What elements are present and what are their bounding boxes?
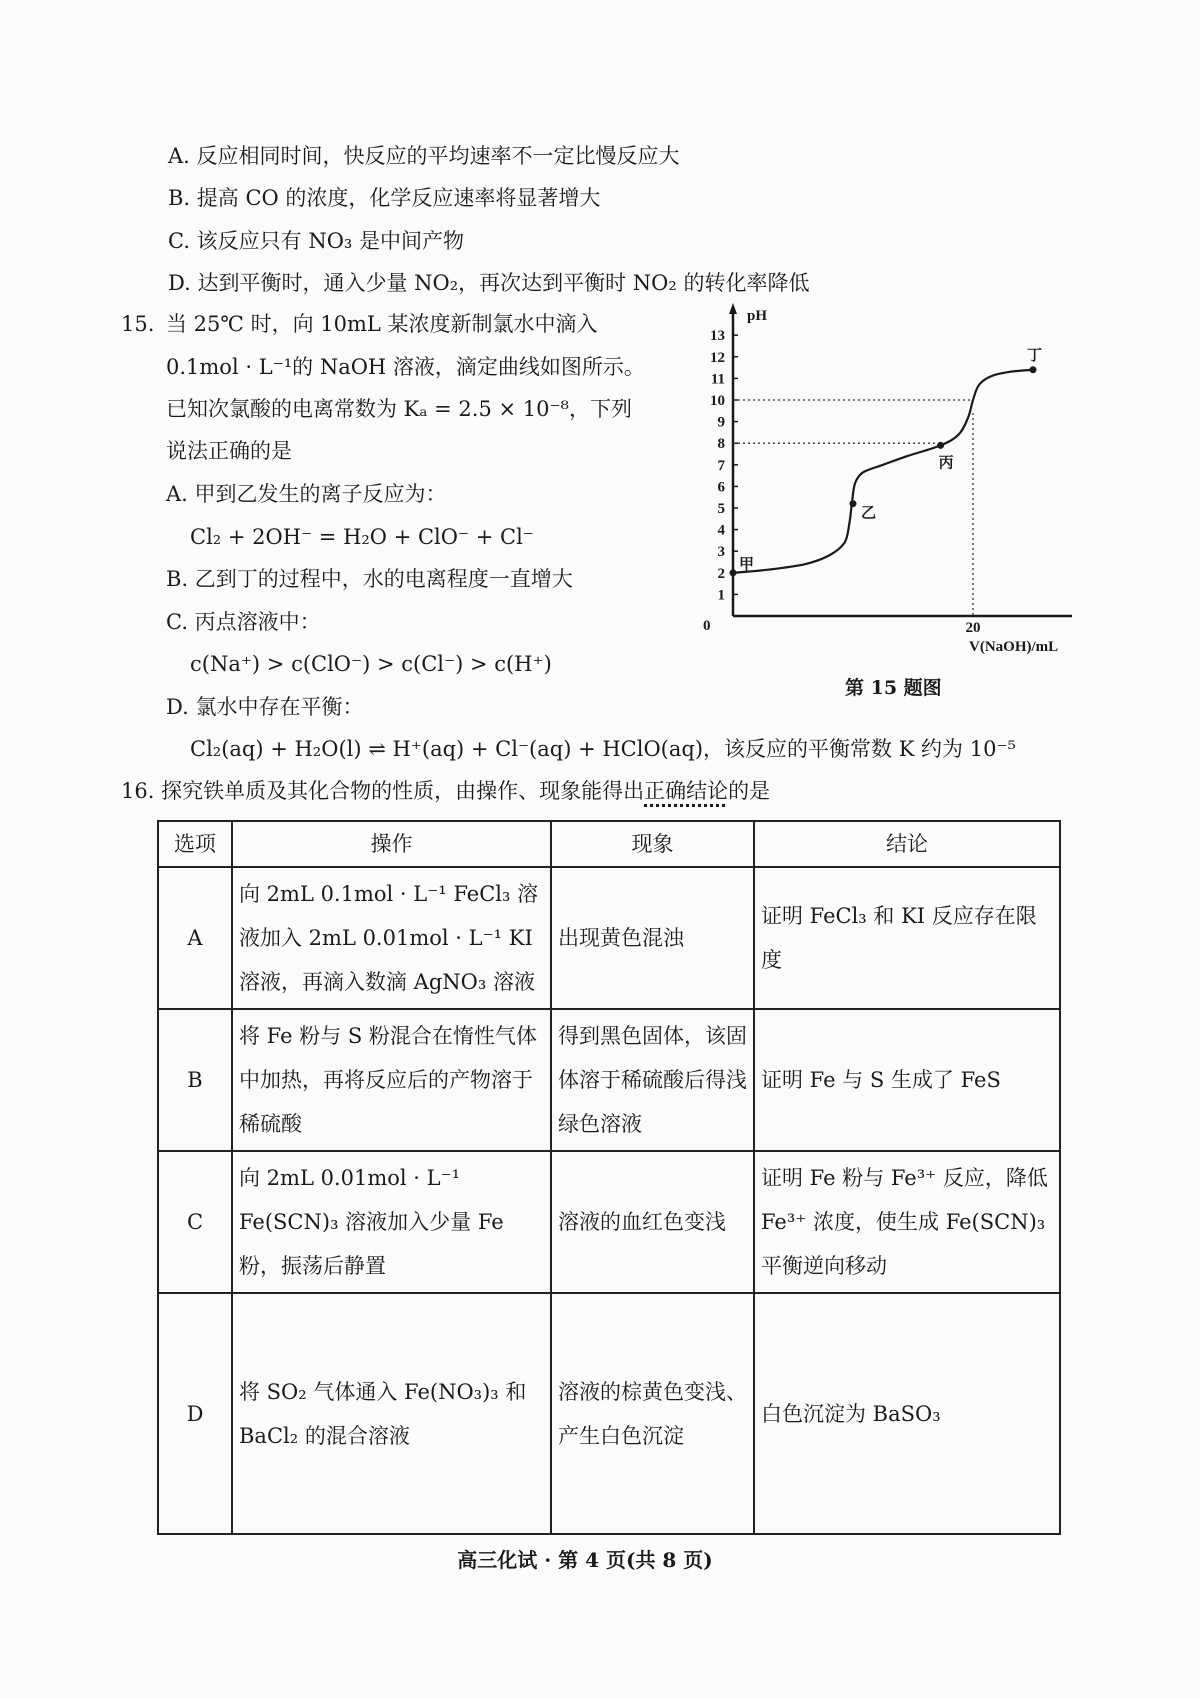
table-header-row xyxy=(158,821,1060,867)
x-axis-label: V(NaOH)/mL xyxy=(969,639,1059,655)
y-axis-label: pH xyxy=(747,308,768,324)
point-丁 xyxy=(1030,366,1037,373)
row-operation: 将 Fe 粉与 S 粉混合在惰性气体中加热，再将反应后的产物溶于稀硫酸 xyxy=(232,1009,551,1151)
header-conclusion: 结论 xyxy=(754,821,1060,867)
table-row xyxy=(158,1009,1060,1151)
q14-option-d: D. 达到平衡时，通入少量 NO₂，再次达到平衡时 NO₂ 的转化率降低 xyxy=(168,271,810,295)
row-conclusion: 白色沉淀为 BaSO₃ xyxy=(754,1293,1060,1534)
y-tick-label: 1 xyxy=(717,587,725,604)
q16-table xyxy=(157,820,1061,1535)
row-phenomenon: 出现黄色混浊 xyxy=(551,867,754,1009)
q14-option-b: B. 提高 CO 的浓度，化学反应速率将显著增大 xyxy=(168,186,601,210)
q16-stem-emphasis: 正确结论 xyxy=(644,779,729,803)
table-row xyxy=(158,867,1060,1009)
row-operation: 向 2mL 0.1mol · L⁻¹ FeCl₃ 溶液加入 2mL 0.01mol · L⁻¹ KI 溶液，再滴入数滴 AgNO₃ 溶液 xyxy=(232,867,551,1009)
row-conclusion: 证明 FeCl₃ 和 KI 反应存在限度 xyxy=(754,867,1060,1009)
q14-option-c: C. 该反应只有 NO₃ 是中间产物 xyxy=(168,229,465,253)
y-tick-label: 6 xyxy=(717,479,725,496)
titration-chart xyxy=(700,300,1080,660)
row-conclusion: 证明 Fe 与 S 生成了 FeS xyxy=(754,1009,1060,1151)
y-tick-label: 13 xyxy=(710,328,725,345)
row-conclusion: 证明 Fe 粉与 Fe³⁺ 反应，降低 Fe³⁺ 浓度，使生成 Fe(SCN)₃ 平衡逆向移动 xyxy=(754,1151,1060,1293)
q15-option-b: B. 乙到丁的过程中，水的电离程度一直增大 xyxy=(166,567,573,591)
y-tick-label: 10 xyxy=(710,393,725,409)
row-operation: 向 2mL 0.01mol · L⁻¹ Fe(SCN)₃ 溶液加入少量 Fe 粉，振荡后静置 xyxy=(232,1151,551,1293)
q16-stem-pre: 探究铁单质及其化合物的性质，由操作、现象能得出 xyxy=(161,779,645,803)
q15-stem-line: 说法正确的是 xyxy=(166,439,292,463)
point-乙 xyxy=(850,500,857,507)
y-tick-label: 12 xyxy=(710,349,725,366)
header-option: 选项 xyxy=(158,821,232,867)
q15-option-c: C. 丙点溶液中： xyxy=(166,610,321,634)
q16-stem-post: 的是 xyxy=(728,779,771,803)
q15-number: 15. xyxy=(121,312,155,336)
point-丙 xyxy=(937,442,944,449)
y-tick-label: 9 xyxy=(717,414,725,431)
row-option: D xyxy=(158,1293,232,1534)
origin-label: 0 xyxy=(703,618,711,634)
y-tick-label: 5 xyxy=(717,501,725,517)
row-operation: 将 SO₂ 气体通入 Fe(NO₃)₃ 和 BaCl₂ 的混合溶液 xyxy=(232,1293,551,1534)
row-phenomenon: 溶液的血红色变浅 xyxy=(551,1151,754,1293)
row-option: A xyxy=(158,867,232,1009)
q15-option-d: D. 氯水中存在平衡： xyxy=(166,695,364,719)
q15-stem-line: 当 25℃ 时，向 10mL 某浓度新制氯水中滴入 xyxy=(166,312,598,336)
point-label: 乙 xyxy=(861,505,877,522)
row-option: C xyxy=(158,1151,232,1293)
point-label: 甲 xyxy=(739,556,755,573)
page-footer: 高三化试 · 第 4 页(共 8 页) xyxy=(457,1548,713,1572)
chart-caption: 第 15 题图 xyxy=(845,677,942,699)
y-tick-label: 7 xyxy=(717,457,725,474)
q15-expression-c: c(Na⁺) > c(ClO⁻) > c(Cl⁻) > c(H⁺) xyxy=(190,652,552,676)
y-tick-label: 3 xyxy=(717,544,725,561)
y-tick-label: 2 xyxy=(717,565,725,582)
y-tick-label: 8 xyxy=(717,436,725,453)
q16-stem xyxy=(121,781,770,802)
q15-stem-line: 已知次氯酸的电离常数为 Kₐ = 2.5 × 10⁻⁸，下列 xyxy=(166,397,632,421)
x-tick-label: 20 xyxy=(965,620,981,636)
y-tick-label: 4 xyxy=(717,522,725,539)
q15-equation-d: Cl₂(aq) + H₂O(l) ⇌ H⁺(aq) + Cl⁻(aq) + HClO(aq)，该反应的平衡常数 K 约为 10⁻⁵ xyxy=(190,737,1016,761)
table-row xyxy=(158,1151,1060,1293)
point-label: 丙 xyxy=(938,455,954,472)
q15-stem-line: 0.1mol · L⁻¹的 NaOH 溶液，滴定曲线如图所示。 xyxy=(166,355,645,379)
q16-number: 16. xyxy=(121,779,155,803)
y-tick-label: 11 xyxy=(710,371,725,388)
table-row xyxy=(158,1293,1060,1534)
header-operation: 操作 xyxy=(232,821,551,867)
row-option: B xyxy=(158,1009,232,1151)
header-phenomenon: 现象 xyxy=(551,821,754,867)
row-phenomenon: 得到黑色固体，该固体溶于稀硫酸后得浅绿色溶液 xyxy=(551,1009,754,1151)
q14-option-a: A. 反应相同时间，快反应的平均速率不一定比慢反应大 xyxy=(168,144,680,168)
row-phenomenon: 溶液的棕黄色变浅、产生白色沉淀 xyxy=(551,1293,754,1534)
q15-option-a: A. 甲到乙发生的离子反应为： xyxy=(166,482,447,506)
point-甲 xyxy=(730,569,737,576)
point-label: 丁 xyxy=(1027,347,1043,364)
q15-equation-a: Cl₂ + 2OH⁻ = H₂O + ClO⁻ + Cl⁻ xyxy=(190,525,534,549)
y-axis-arrow xyxy=(729,303,737,314)
